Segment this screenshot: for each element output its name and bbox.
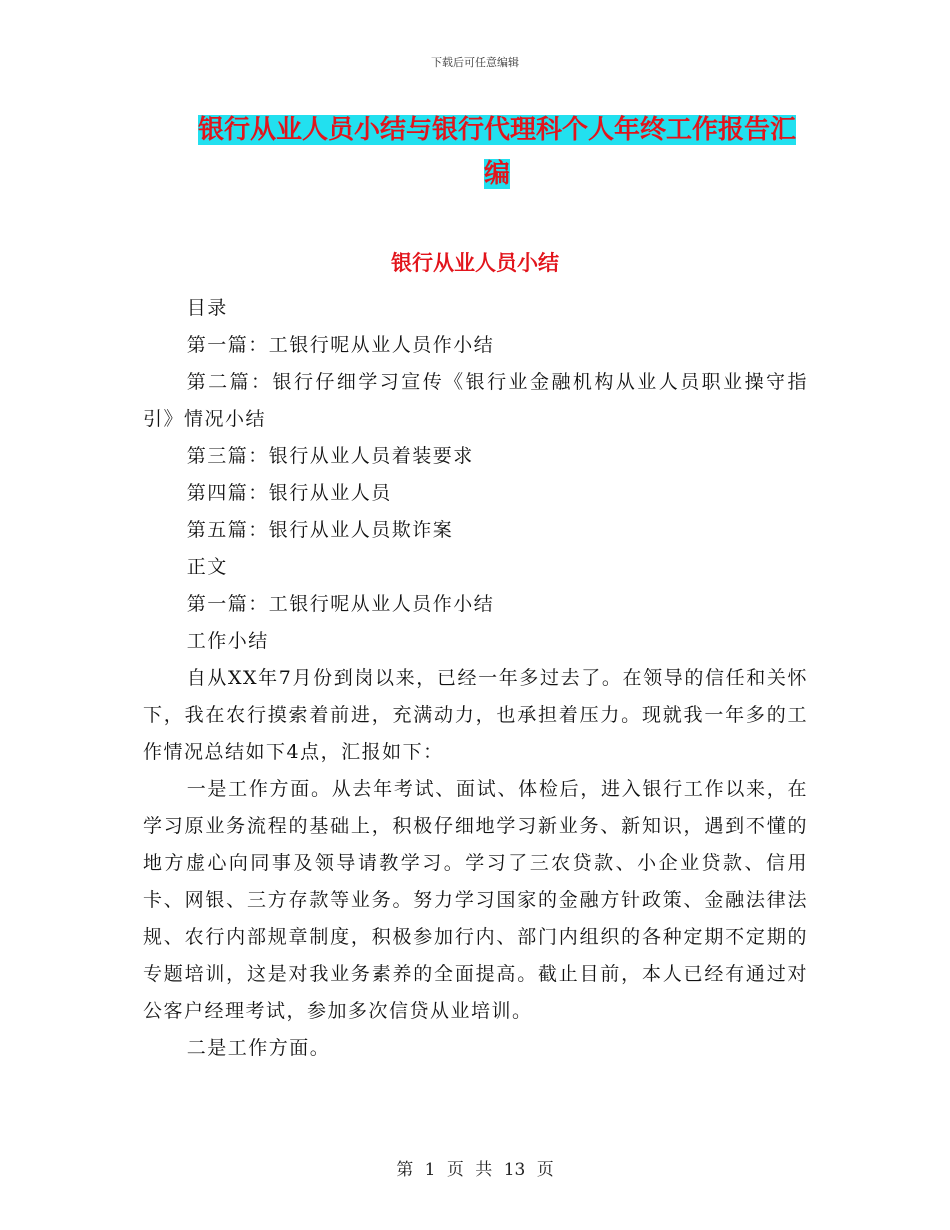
paragraph-toc-item: 第五篇：银行从业人员欺诈案 (186, 519, 454, 541)
section-title: 银行从业人员小结 (391, 251, 559, 275)
paragraph-toc-item: 第三篇：银行从业人员着装要求 (186, 445, 474, 467)
paragraph-body-heading: 正文 (186, 556, 228, 578)
paragraph-text: 一是工作方面。从去年考试、面试、体检后，进入银行工作以来，在学习原业务流程的基础上，积极仔细地学习新业务、新知识，遇到不懂的地方虚心向同事及领导请教学习。学习了三农贷款、小企业贷款、信用卡、网银、三方存款等业务。努力学习国家的金融方针政策、金融法律法规、农行内部规章制度，积极参加行内、部门内组织的各种定期不定期的专题培训，这是对我业务素养的全面提高。截止目前，本人已经有通过对公客户经理考试，参加多次信贷从业培训。 (143, 778, 808, 1022)
paragraph-chapter-title: 第一篇：工银行呢从业人员作小结 (186, 593, 495, 615)
paragraph-text: 二是工作方面。 (186, 1037, 331, 1059)
document-title (186, 108, 808, 196)
paragraph-toc-heading: 目录 (186, 297, 228, 319)
header-note: 下载后可任意编辑 (431, 56, 519, 69)
paragraph-toc-item: 第二篇：银行仔细学习宣传《银行业金融机构从业人员职业操守指引》情况小结 (143, 371, 808, 430)
paragraph-toc-item: 第一篇：工银行呢从业人员作小结 (186, 334, 495, 356)
paragraph-subheading: 工作小结 (186, 630, 269, 652)
page-footer: 第 1 页 共 13 页 (396, 1160, 554, 1180)
document-title-text: 银行从业人员小结与银行代理科个人年终工作报告汇编 (197, 115, 796, 189)
paragraph-toc-item: 第四篇：银行从业人员 (186, 482, 392, 504)
paragraph-text: 自从XX年7月份到岗以来，已经一年多过去了。在领导的信任和关怀下，我在农行摸索着前进，充满动力，也承担着压力。现就我一年多的工作情况总结如下4点，汇报如下： (143, 667, 808, 763)
document-body (143, 290, 808, 1067)
